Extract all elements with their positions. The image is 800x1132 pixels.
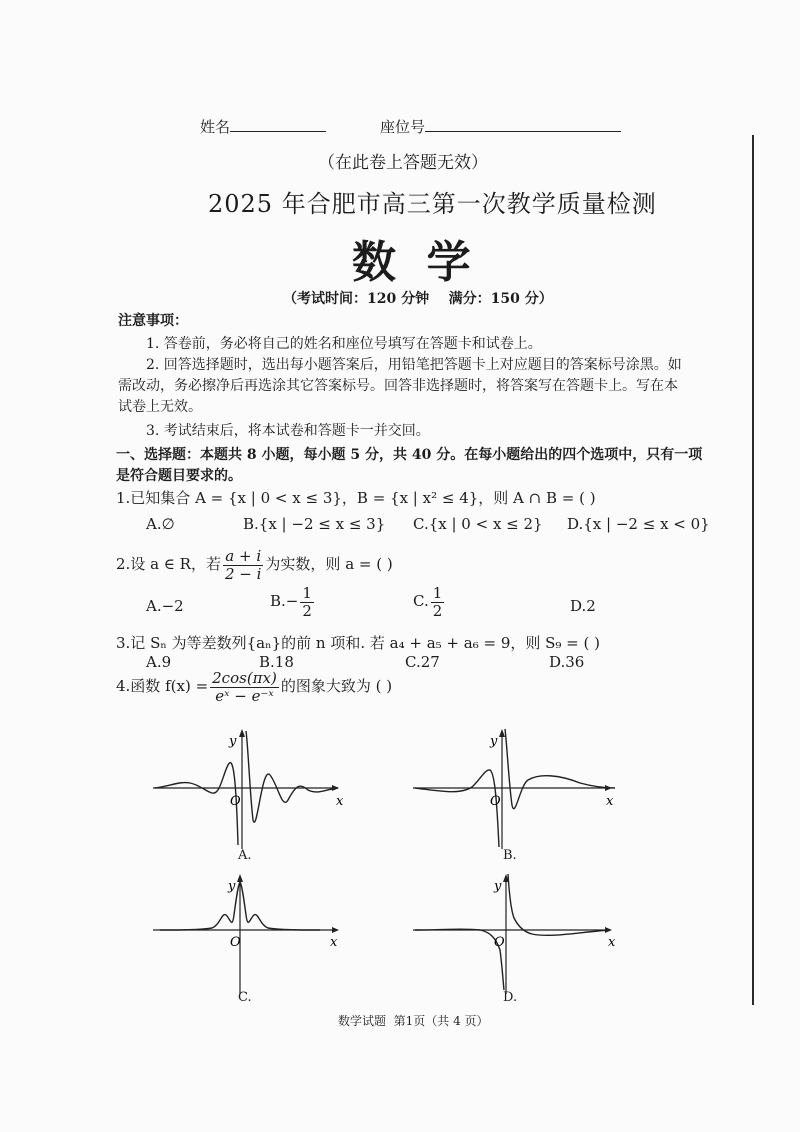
q2-b-den: 2 xyxy=(302,601,312,620)
q3-stem: 3.记 Sₙ 为等差数列{aₙ}的前 n 项和. 若 a₄ + a₅ + a₆ = 9，则 S₉ = ( ) xyxy=(116,634,600,652)
q2-fraction xyxy=(223,548,263,582)
q3-option-d: D.36 xyxy=(549,653,585,671)
graph-a[interactable] xyxy=(150,725,350,850)
q2-stem-pre: 2.设 a ∈ R，若 xyxy=(116,555,221,573)
graph-d-curve-left xyxy=(415,929,504,990)
note-item-1: 1. 答卷前，务必将自己的姓名和座位号填写在答题卡和试卷上。 xyxy=(146,336,542,352)
subject-title: 数 学 xyxy=(352,237,471,288)
graph-c-origin: O xyxy=(230,935,241,950)
note-item-2-end: 试卷上无效。 xyxy=(118,399,202,415)
graph-b-curve-right xyxy=(505,729,615,809)
q2-stem-post: 为实数，则 a = ( ) xyxy=(265,555,393,573)
section-heading: 一、选择题：本题共 8 小题，每小题 5 分，共 40 分。在每小题给出的四个选项中，只有一项 xyxy=(116,447,703,463)
q2-option-c-fraction xyxy=(431,585,445,619)
q2-option-b-label: B.− xyxy=(270,592,299,610)
seat-blank xyxy=(425,117,621,132)
q2-stem xyxy=(116,548,393,582)
invalid-notice: （在此卷上答题无效） xyxy=(318,153,488,173)
graph-a-caption[interactable]: A. xyxy=(238,848,252,863)
note-item-2-cont: 需改动，务必擦净后再选涂其它答案标号。回答非选择题时，将答案写在答题卡上。写在本 xyxy=(118,378,678,394)
q3-option-a: A.9 xyxy=(146,653,172,671)
q4-stem-pre: 4.函数 f(x) = xyxy=(116,677,209,695)
graph-c-y-label: y xyxy=(228,879,236,894)
q2-option-c xyxy=(413,585,446,619)
graph-d-origin: O xyxy=(494,935,505,950)
q2-c-den: 2 xyxy=(432,601,443,620)
q1-option-a: A.∅ xyxy=(146,515,175,533)
page-edge-line xyxy=(752,135,754,1005)
q2-c-num: 1 xyxy=(432,584,443,602)
graph-b-curve-left xyxy=(415,770,499,847)
name-blank xyxy=(230,117,326,132)
graph-d-y-label: y xyxy=(494,879,502,894)
q4-frac-num: 2cos(πx) xyxy=(212,669,277,687)
name-label: 姓名 xyxy=(200,118,231,136)
graph-c-x-arrow xyxy=(332,927,339,933)
page-footer: 数学试题 第1页（共 4 页） xyxy=(338,1014,489,1028)
graph-a-y-arrow xyxy=(239,729,245,737)
q2-b-num: 1 xyxy=(302,584,312,602)
q1-option-d: D.{x | −2 ≤ x < 0} xyxy=(567,515,710,533)
graph-b-y-label: y xyxy=(490,734,498,749)
exam-title: 2025 年合肥市高三第一次教学质量检测 xyxy=(208,190,657,218)
section-heading-cont: 是符合题目要求的。 xyxy=(116,468,242,484)
q4-stem xyxy=(116,670,392,704)
q2-option-b xyxy=(270,585,316,619)
q2-option-c-label: C. xyxy=(413,592,429,610)
graph-a-curve-left xyxy=(155,763,238,845)
q2-option-b-fraction xyxy=(300,585,314,619)
q2-option-d: D.2 xyxy=(570,597,596,615)
graph-b-y-arrow xyxy=(499,729,505,737)
graph-c-x-label: x xyxy=(330,935,338,950)
graph-a-curve-right xyxy=(246,731,338,822)
q4-fraction xyxy=(210,670,279,704)
q1-option-b: B.{x | −2 ≤ x ≤ 3} xyxy=(243,515,386,533)
graph-b[interactable] xyxy=(410,725,620,850)
seat-field xyxy=(380,116,621,137)
graph-d-x-label: x xyxy=(608,935,616,950)
name-field xyxy=(200,116,326,137)
q2-frac-num: a + i xyxy=(223,548,263,566)
q1-option-c: C.{x | 0 < x ≤ 2} xyxy=(413,515,543,533)
q1-stem: 1.已知集合 A = {x | 0 < x ≤ 3}，B = {x | x² ≤ 4}，则 A ∩ B = ( ) xyxy=(116,489,596,507)
exam-info: （考试时间：120 分钟 满分：150 分） xyxy=(283,291,553,307)
graph-a-origin: O xyxy=(230,794,241,809)
graph-b-caption[interactable]: B. xyxy=(503,848,517,863)
graph-a-x-label: x xyxy=(336,794,344,809)
graph-b-origin: O xyxy=(490,794,501,809)
q2-frac-den: 2 − i xyxy=(224,564,262,583)
note-item-3: 3. 考试结束后，将本试卷和答题卡一并交回。 xyxy=(146,423,430,439)
notes-heading: 注意事项： xyxy=(118,313,188,329)
graph-d-curve-right xyxy=(508,874,610,935)
graph-c-caption[interactable]: C. xyxy=(238,990,252,1005)
q4-stem-post: 的图象大致为 ( ) xyxy=(280,677,393,695)
graph-d-caption[interactable]: D. xyxy=(503,990,518,1005)
graph-a-y-label: y xyxy=(229,734,237,749)
q2-option-a: A.−2 xyxy=(146,597,184,615)
graph-b-x-label: x xyxy=(606,794,614,809)
seat-label: 座位号 xyxy=(380,118,426,136)
q3-option-c: C.27 xyxy=(405,653,440,671)
q3-option-b: B.18 xyxy=(259,653,294,671)
q4-frac-den: eˣ − e⁻ˣ xyxy=(215,686,274,705)
graph-d[interactable] xyxy=(410,870,620,995)
graph-c[interactable] xyxy=(150,870,350,995)
note-item-2: 2. 回答选择题时，选出每小题答案后，用铅笔把答题卡上对应题目的答案标号涂黑。如 xyxy=(146,357,682,373)
